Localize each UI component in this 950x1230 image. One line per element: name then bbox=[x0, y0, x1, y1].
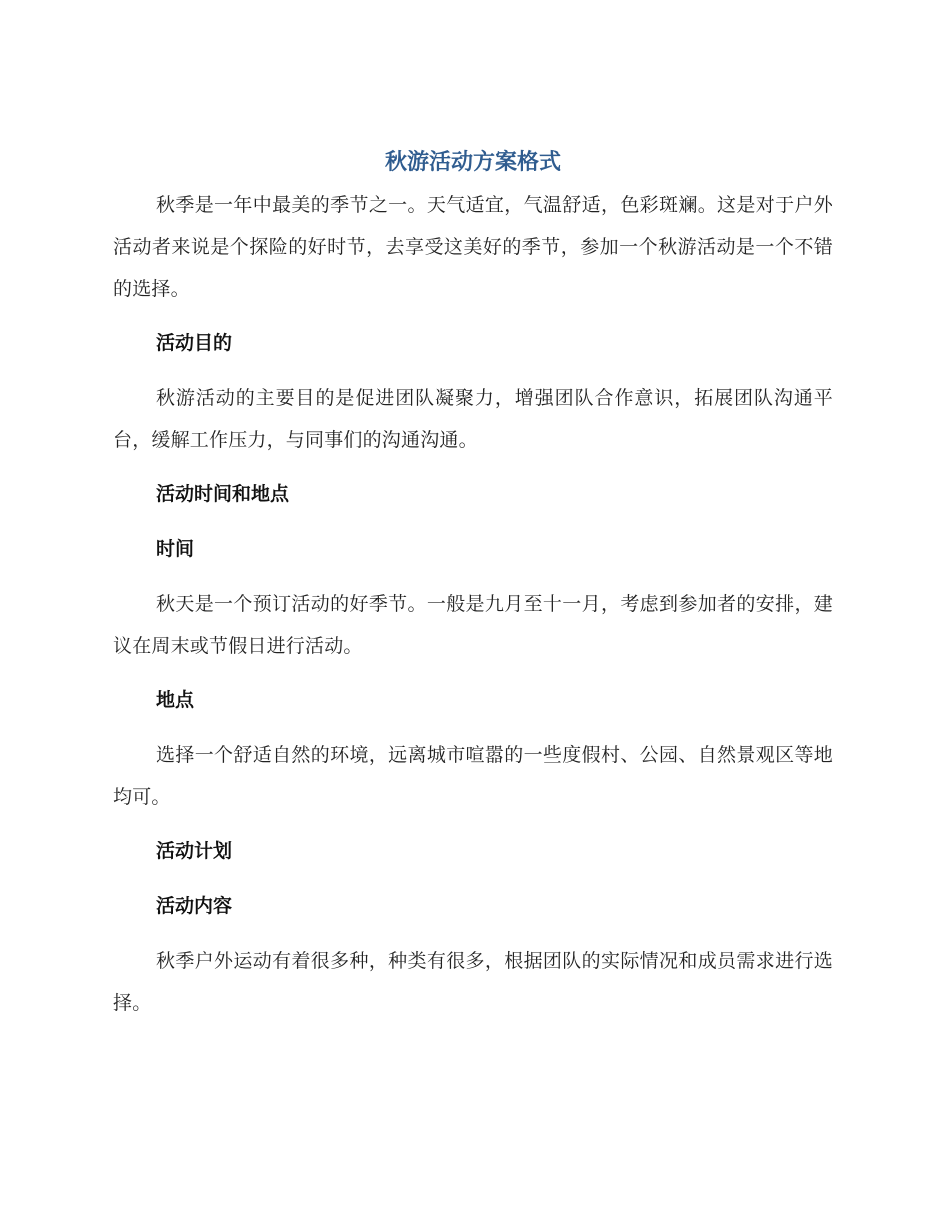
section-heading-time: 时间 bbox=[156, 538, 195, 560]
time-paragraph: 秋天是一个预订活动的好季节。一般是九月至十一月，考虑到参加者的安排，建议在周末或节假日进行活动。 bbox=[113, 593, 833, 657]
place-paragraph: 选择一个舒适自然的环境，远离城市喧嚣的一些度假村、公园、自然景观区等地均可。 bbox=[113, 744, 833, 808]
content-paragraph: 秋季户外运动有着很多种，种类有很多，根据团队的实际情况和成员需求进行选择。 bbox=[113, 950, 833, 1014]
section-heading-purpose: 活动目的 bbox=[156, 332, 233, 354]
document-body bbox=[113, 142, 833, 1024]
section-heading-plan: 活动计划 bbox=[156, 840, 233, 862]
purpose-paragraph: 秋游活动的主要目的是促进团队凝聚力，增强团队合作意识，拓展团队沟通平台，缓解工作压力，与同事们的沟通沟通。 bbox=[113, 387, 833, 451]
section-heading-content: 活动内容 bbox=[156, 895, 233, 917]
section-heading-place: 地点 bbox=[156, 689, 195, 711]
section-heading-time-place: 活动时间和地点 bbox=[156, 483, 290, 505]
intro-paragraph: 秋季是一年中最美的季节之一。天气适宜，气温舒适，色彩斑斓。这是对于户外活动者来说是个探险的好时节，去享受这美好的季节，参加一个秋游活动是一个不错的选择。 bbox=[113, 194, 833, 300]
document-title: 秋游活动方案格式 bbox=[384, 150, 561, 175]
